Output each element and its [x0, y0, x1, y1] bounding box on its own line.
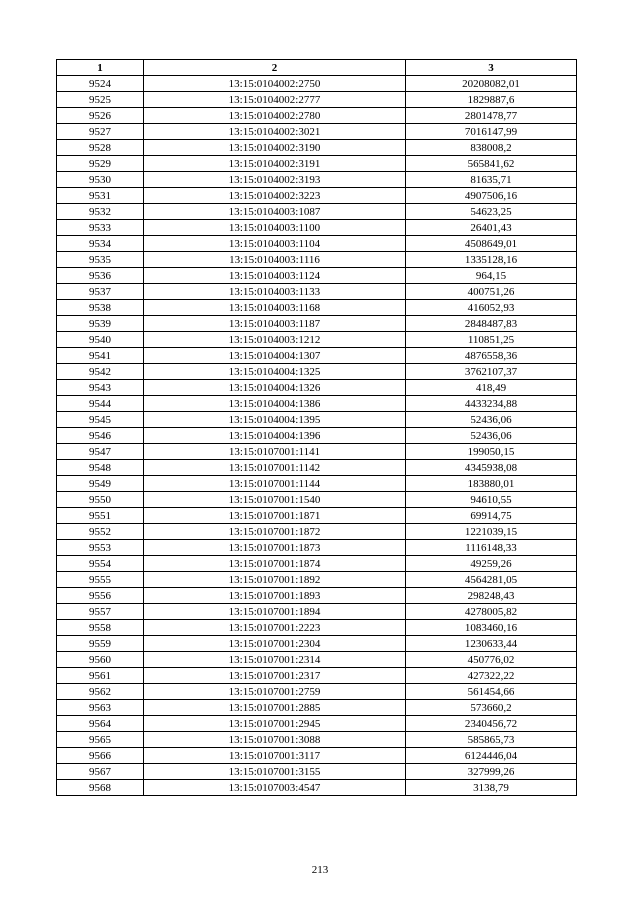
table-body — [57, 76, 577, 796]
column-header-2: 2 — [144, 60, 406, 76]
value-cell: 565841,62 — [406, 156, 577, 172]
value-cell: 4508649,01 — [406, 236, 577, 252]
table-row — [57, 108, 577, 124]
value-cell: 52436,06 — [406, 412, 577, 428]
table-row — [57, 396, 577, 412]
cadastral-number-cell: 13:15:0104003:1187 — [144, 316, 406, 332]
table-row — [57, 364, 577, 380]
cadastral-number-cell: 13:15:0107001:1894 — [144, 604, 406, 620]
table-row — [57, 316, 577, 332]
row-number-cell: 9561 — [57, 668, 144, 684]
table-row — [57, 332, 577, 348]
row-number-cell: 9568 — [57, 780, 144, 796]
column-header-3: 3 — [406, 60, 577, 76]
value-cell: 3138,79 — [406, 780, 577, 796]
value-cell: 199050,15 — [406, 444, 577, 460]
row-number-cell: 9547 — [57, 444, 144, 460]
cadastral-number-cell: 13:15:0104003:1100 — [144, 220, 406, 236]
row-number-cell: 9545 — [57, 412, 144, 428]
value-cell: 4345938,08 — [406, 460, 577, 476]
value-cell: 838008,2 — [406, 140, 577, 156]
row-number-cell: 9524 — [57, 76, 144, 92]
row-number-cell: 9546 — [57, 428, 144, 444]
table-row — [57, 748, 577, 764]
row-number-cell: 9535 — [57, 252, 144, 268]
value-cell: 4907506,16 — [406, 188, 577, 204]
value-cell: 81635,71 — [406, 172, 577, 188]
table-row — [57, 156, 577, 172]
row-number-cell: 9531 — [57, 188, 144, 204]
table-row — [57, 412, 577, 428]
cadastral-number-cell: 13:15:0104004:1325 — [144, 364, 406, 380]
table-row — [57, 764, 577, 780]
table-row — [57, 300, 577, 316]
row-number-cell: 9556 — [57, 588, 144, 604]
row-number-cell: 9564 — [57, 716, 144, 732]
value-cell: 2848487,83 — [406, 316, 577, 332]
value-cell: 573660,2 — [406, 700, 577, 716]
registry-table — [56, 59, 577, 796]
table-row — [57, 716, 577, 732]
cadastral-number-cell: 13:15:0104004:1396 — [144, 428, 406, 444]
cadastral-number-cell: 13:15:0104003:1116 — [144, 252, 406, 268]
cadastral-number-cell: 13:15:0104004:1395 — [144, 412, 406, 428]
value-cell: 416052,93 — [406, 300, 577, 316]
table-row — [57, 220, 577, 236]
value-cell: 110851,25 — [406, 332, 577, 348]
cadastral-number-cell: 13:15:0104002:2780 — [144, 108, 406, 124]
value-cell: 427322,22 — [406, 668, 577, 684]
row-number-cell: 9541 — [57, 348, 144, 364]
value-cell: 183880,01 — [406, 476, 577, 492]
table-row — [57, 76, 577, 92]
row-number-cell: 9532 — [57, 204, 144, 220]
row-number-cell: 9565 — [57, 732, 144, 748]
cadastral-number-cell: 13:15:0107001:2223 — [144, 620, 406, 636]
row-number-cell: 9529 — [57, 156, 144, 172]
value-cell: 418,49 — [406, 380, 577, 396]
row-number-cell: 9528 — [57, 140, 144, 156]
value-cell: 52436,06 — [406, 428, 577, 444]
cadastral-number-cell: 13:15:0107001:2304 — [144, 636, 406, 652]
table-row — [57, 428, 577, 444]
cadastral-number-cell: 13:15:0104002:3191 — [144, 156, 406, 172]
cadastral-number-cell: 13:15:0104002:3021 — [144, 124, 406, 140]
cadastral-number-cell: 13:15:0104002:3223 — [144, 188, 406, 204]
row-number-cell: 9536 — [57, 268, 144, 284]
value-cell: 585865,73 — [406, 732, 577, 748]
cadastral-number-cell: 13:15:0107001:2885 — [144, 700, 406, 716]
value-cell: 4278005,82 — [406, 604, 577, 620]
row-number-cell: 9566 — [57, 748, 144, 764]
value-cell: 327999,26 — [406, 764, 577, 780]
table-row — [57, 780, 577, 796]
cadastral-number-cell: 13:15:0107001:3155 — [144, 764, 406, 780]
row-number-cell: 9544 — [57, 396, 144, 412]
cadastral-number-cell: 13:15:0104003:1104 — [144, 236, 406, 252]
row-number-cell: 9559 — [57, 636, 144, 652]
table-row — [57, 492, 577, 508]
table-row — [57, 540, 577, 556]
table-row — [57, 668, 577, 684]
row-number-cell: 9567 — [57, 764, 144, 780]
value-cell: 26401,43 — [406, 220, 577, 236]
cadastral-number-cell: 13:15:0107001:2945 — [144, 716, 406, 732]
cadastral-number-cell: 13:15:0104004:1326 — [144, 380, 406, 396]
table-row — [57, 460, 577, 476]
cadastral-number-cell: 13:15:0107001:2317 — [144, 668, 406, 684]
cadastral-number-cell: 13:15:0104002:2777 — [144, 92, 406, 108]
value-cell: 1230633,44 — [406, 636, 577, 652]
table-row — [57, 652, 577, 668]
table-row — [57, 444, 577, 460]
row-number-cell: 9553 — [57, 540, 144, 556]
row-number-cell: 9542 — [57, 364, 144, 380]
table-row — [57, 604, 577, 620]
table-row — [57, 188, 577, 204]
value-cell: 49259,26 — [406, 556, 577, 572]
cadastral-number-cell: 13:15:0107001:2759 — [144, 684, 406, 700]
row-number-cell: 9540 — [57, 332, 144, 348]
value-cell: 1335128,16 — [406, 252, 577, 268]
cadastral-number-cell: 13:15:0107001:2314 — [144, 652, 406, 668]
table-row — [57, 204, 577, 220]
cadastral-number-cell: 13:15:0104003:1087 — [144, 204, 406, 220]
table-row — [57, 284, 577, 300]
cadastral-number-cell: 13:15:0104002:3193 — [144, 172, 406, 188]
row-number-cell: 9557 — [57, 604, 144, 620]
cadastral-number-cell: 13:15:0107001:1872 — [144, 524, 406, 540]
cadastral-number-cell: 13:15:0107001:3117 — [144, 748, 406, 764]
cadastral-number-cell: 13:15:0107001:1144 — [144, 476, 406, 492]
cadastral-number-cell: 13:15:0104004:1386 — [144, 396, 406, 412]
row-number-cell: 9550 — [57, 492, 144, 508]
value-cell: 561454,66 — [406, 684, 577, 700]
table-row — [57, 268, 577, 284]
table-row — [57, 636, 577, 652]
cadastral-number-cell: 13:15:0104003:1168 — [144, 300, 406, 316]
value-cell: 1116148,33 — [406, 540, 577, 556]
row-number-cell: 9549 — [57, 476, 144, 492]
value-cell: 6124446,04 — [406, 748, 577, 764]
cadastral-number-cell: 13:15:0107001:1141 — [144, 444, 406, 460]
value-cell: 4564281,05 — [406, 572, 577, 588]
row-number-cell: 9533 — [57, 220, 144, 236]
value-cell: 2340456,72 — [406, 716, 577, 732]
cadastral-number-cell: 13:15:0107001:1540 — [144, 492, 406, 508]
column-header-1: 1 — [57, 60, 144, 76]
value-cell: 94610,55 — [406, 492, 577, 508]
table-row — [57, 140, 577, 156]
table-header — [57, 60, 577, 76]
row-number-cell: 9560 — [57, 652, 144, 668]
cadastral-number-cell: 13:15:0107003:4547 — [144, 780, 406, 796]
cadastral-number-cell: 13:15:0104002:2750 — [144, 76, 406, 92]
value-cell: 7016147,99 — [406, 124, 577, 140]
table-row — [57, 508, 577, 524]
value-cell: 54623,25 — [406, 204, 577, 220]
cadastral-number-cell: 13:15:0104003:1133 — [144, 284, 406, 300]
row-number-cell: 9558 — [57, 620, 144, 636]
table-row — [57, 172, 577, 188]
cadastral-number-cell: 13:15:0107001:1142 — [144, 460, 406, 476]
value-cell: 4433234,88 — [406, 396, 577, 412]
cadastral-number-cell: 13:15:0104004:1307 — [144, 348, 406, 364]
value-cell: 69914,75 — [406, 508, 577, 524]
row-number-cell: 9551 — [57, 508, 144, 524]
row-number-cell: 9526 — [57, 108, 144, 124]
table-row — [57, 572, 577, 588]
table-row — [57, 348, 577, 364]
row-number-cell: 9530 — [57, 172, 144, 188]
row-number-cell: 9534 — [57, 236, 144, 252]
row-number-cell: 9554 — [57, 556, 144, 572]
cadastral-number-cell: 13:15:0107001:1873 — [144, 540, 406, 556]
row-number-cell: 9563 — [57, 700, 144, 716]
table-row — [57, 684, 577, 700]
value-cell: 1829887,6 — [406, 92, 577, 108]
table-row — [57, 700, 577, 716]
cadastral-number-cell: 13:15:0107001:1871 — [144, 508, 406, 524]
row-number-cell: 9555 — [57, 572, 144, 588]
row-number-cell: 9527 — [57, 124, 144, 140]
page-number: 213 — [311, 864, 329, 876]
cadastral-number-cell: 13:15:0104003:1212 — [144, 332, 406, 348]
row-number-cell: 9539 — [57, 316, 144, 332]
cadastral-number-cell: 13:15:0107001:1893 — [144, 588, 406, 604]
table-row — [57, 588, 577, 604]
value-cell: 1221039,15 — [406, 524, 577, 540]
row-number-cell: 9538 — [57, 300, 144, 316]
value-cell: 298248,43 — [406, 588, 577, 604]
table-row — [57, 92, 577, 108]
value-cell: 4876558,36 — [406, 348, 577, 364]
value-cell: 2801478,77 — [406, 108, 577, 124]
row-number-cell: 9537 — [57, 284, 144, 300]
cadastral-number-cell: 13:15:0107001:1892 — [144, 572, 406, 588]
cadastral-number-cell: 13:15:0107001:1874 — [144, 556, 406, 572]
table-row — [57, 252, 577, 268]
value-cell: 964,15 — [406, 268, 577, 284]
row-number-cell: 9552 — [57, 524, 144, 540]
table-row — [57, 236, 577, 252]
table-row — [57, 476, 577, 492]
value-cell: 400751,26 — [406, 284, 577, 300]
row-number-cell: 9562 — [57, 684, 144, 700]
table-row — [57, 556, 577, 572]
table-row — [57, 732, 577, 748]
header-row — [57, 60, 577, 76]
value-cell: 3762107,37 — [406, 364, 577, 380]
value-cell: 20208082,01 — [406, 76, 577, 92]
table-row — [57, 380, 577, 396]
value-cell: 1083460,16 — [406, 620, 577, 636]
value-cell: 450776,02 — [406, 652, 577, 668]
table-row — [57, 620, 577, 636]
row-number-cell: 9543 — [57, 380, 144, 396]
cadastral-number-cell: 13:15:0107001:3088 — [144, 732, 406, 748]
row-number-cell: 9548 — [57, 460, 144, 476]
table-row — [57, 124, 577, 140]
cadastral-number-cell: 13:15:0104002:3190 — [144, 140, 406, 156]
row-number-cell: 9525 — [57, 92, 144, 108]
table-row — [57, 524, 577, 540]
cadastral-number-cell: 13:15:0104003:1124 — [144, 268, 406, 284]
